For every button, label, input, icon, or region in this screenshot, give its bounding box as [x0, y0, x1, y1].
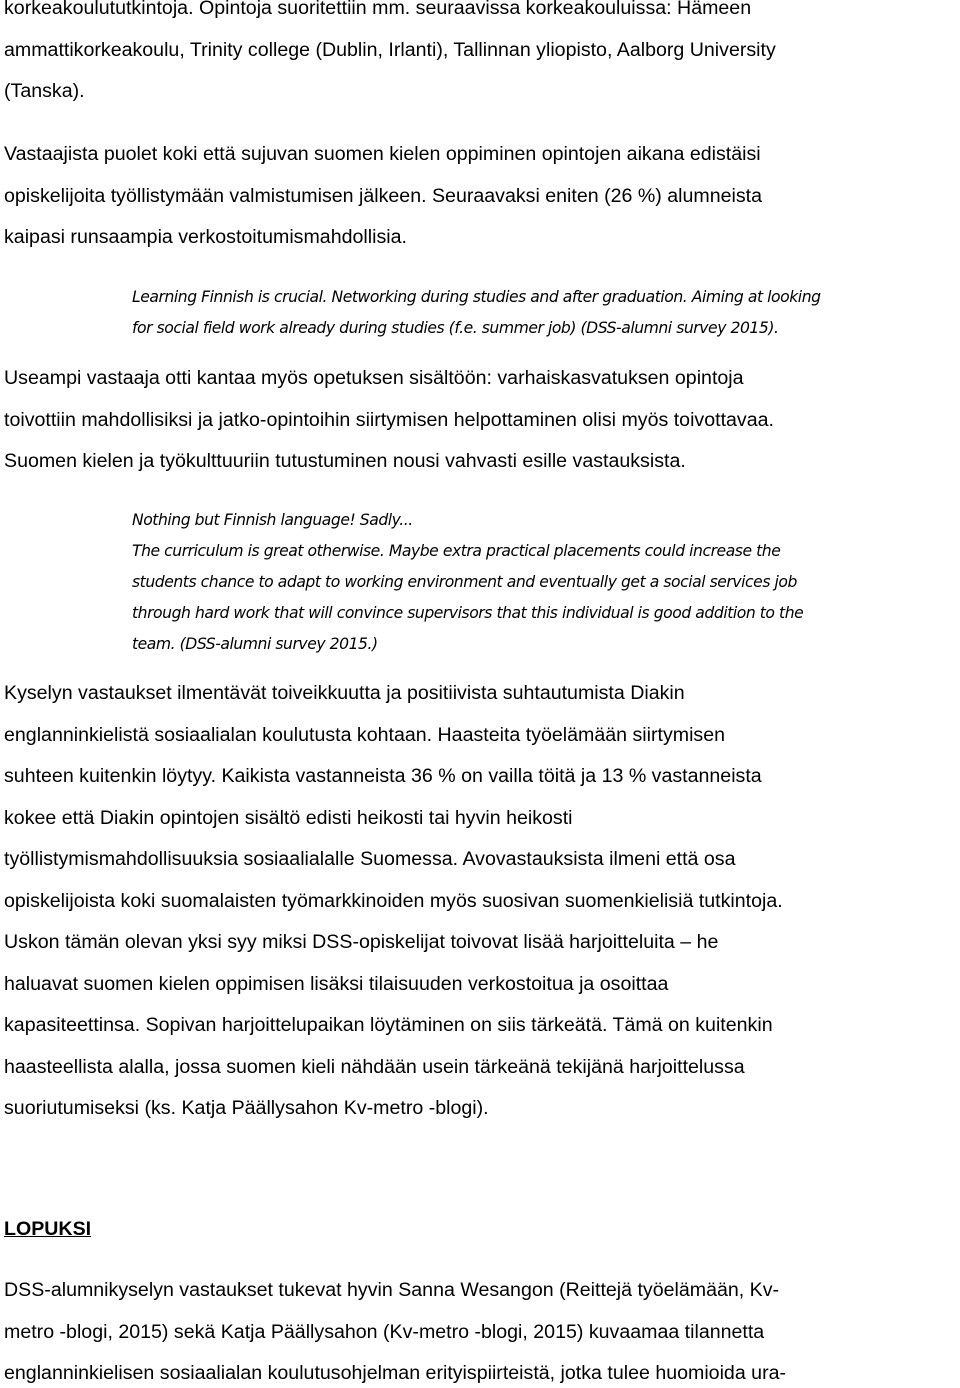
section-heading-lopuksi: LOPUKSI — [4, 1218, 92, 1240]
paragraph-curriculum-content: Useampi vastaaja otti kantaa myös opetuksen sisältöön: varhaiskasvatuksen opintoja toivottiin mahdollisiksi ja jatko-opintoihin siirtymisen helpottaminen olisi myös toivottavaa. Suomen kielen ja työkulttuuriin tutustuminen nousi vahvasti esille vastauksista. — [4, 367, 774, 472]
quote-alumni-survey-placements: Nothing but Finnish language! Sadly... The curriculum is great otherwise. Maybe extra practical placements could increase the students chance to adapt to working environment and eventually get a social services job through hard work that will convince supervisors that this individual is good addition to the team. (DSS-alumni survey 2015.) — [132, 511, 804, 653]
paragraph-study-abroad-institutions: korkeakoulututkintoja. Opintoja suoritettiin mm. seuraavissa korkeakouluissa: Hämeen ammattikorkeakoulu, Trinity college (Dublin, Irlanti), Tallinnan yliopisto, Aalborg University (Tanska). — [4, 0, 776, 102]
paragraph-final-remarks: DSS-alumnikyselyn vastaukset tukevat hyvin Sanna Wesangon (Reittejä työelämään, Kv- metro -blogi, 2015) sekä Katja Päällysahon (Kv-metro -blogi, 2015) kuvaamaa tilannetta englanninkielisen sosiaalialan koulutusohjelman erityispiirteistä, jotka tulee huomioida ura- — [4, 1279, 787, 1384]
quote-alumni-survey-networking: Learning Finnish is crucial. Networking during studies and after graduation. Aiming at looking for social field work already during studies (f.e. summer job) (DSS-alumni survey 2015). — [132, 288, 821, 337]
paragraph-finnish-language-employment: Vastaajista puolet koki että sujuvan suomen kielen oppiminen opintojen aikana edistäisi opiskelijoita työllistymään valmistumisen jälkeen. Seuraavaksi eniten (26 %) alumneista kaipasi runsaampia verkostoitumismahdollisia. — [4, 143, 762, 248]
paragraph-survey-conclusions: Kyselyn vastaukset ilmentävät toiveikkuutta ja positiivista suhtautumista Diakin englanninkielistä sosiaalialan koulutusta kohtaan. Haasteita työelämään siirtymisen suhteen kuitenkin löytyy. Kaikista vastanneista 36 % on vailla töitä ja 13 % vastanneista kokee että Diakin opintojen sisältö edisti heikosti tai hyvin heikosti työllistymismahdollisuuksia sosiaalialalle Suomessa. Avovastauksista ilmeni että osa opiskelijoista koki suomalaisten työmarkkinoiden myös suosivan suomenkielisiä tutkintoja. Uskon tämän olevan yksi syy miksi DSS-opiskelijat toivovat lisää harjoitteluita – he haluavat suomen kielen oppimisen lisäksi tilaisuuden verkostoitua ja osoittaa kapasiteettinsa. Sopivan harjoittelupaikan löytäminen on siis tärkeätä. Tämä on kuitenkin haasteellista alalla, jossa suomen kieli nähdään usein tärkeänä tekijänä harjoittelussa suoriutumiseksi (ks. Katja Päällysahon Kv-metro -blogi). — [4, 682, 783, 1119]
